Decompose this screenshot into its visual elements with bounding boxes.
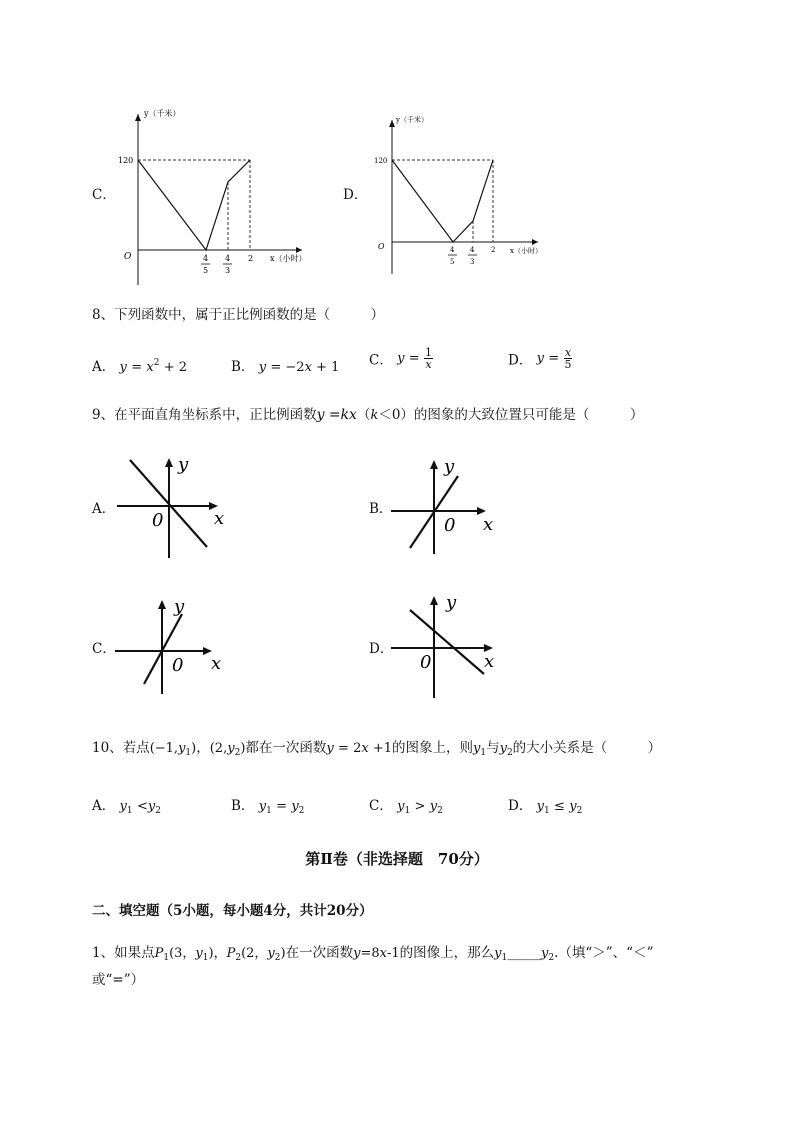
y-axis-label: y（千米） <box>396 116 428 124</box>
origin-label: O <box>124 252 132 262</box>
q10-option-d[interactable]: D． $y_1 \le y_2$ <box>508 798 583 816</box>
q10-option-b[interactable]: B． $y_1 = y_2$ <box>231 798 305 816</box>
svg-text:0: 0 <box>152 510 164 531</box>
q9-b-label: B． <box>369 501 393 517</box>
q8-b-label: B． <box>231 359 255 375</box>
distance-line <box>392 160 493 242</box>
origin-label: O <box>378 242 385 251</box>
frac-4-5-den: 5 <box>203 266 209 275</box>
frac-4-3-num: 4 <box>225 254 231 263</box>
q8-option-d[interactable]: D． y = $\frac{x}{5}$ <box>508 346 572 371</box>
q8-option-a[interactable]: A． $y = x^2 + 2$ <box>92 358 188 375</box>
q8-a-formula: y <box>119 360 127 375</box>
part-two-heading: 二、填空题（5小题，每小题4分，共计20分） <box>92 903 373 919</box>
fill1-line2: 或“=”） <box>92 972 145 988</box>
q10-stem: 10、若点$(-1,y_1)$，$(2,y_2)$都在一次函数y = 2x +1的图象上，则$y_1$与$y_2$的大小关系是（ ） <box>92 740 662 758</box>
svg-text:0: 0 <box>444 515 456 536</box>
svg-text:y: y <box>178 454 189 475</box>
svg-text:y: y <box>444 456 455 477</box>
frac-4-5-num: 4 <box>450 246 455 254</box>
q8-d-label: D． <box>508 352 533 369</box>
q9-c-label: C． <box>92 641 116 657</box>
y-tick-120: 120 <box>374 157 388 165</box>
option-d-label: D． <box>343 187 368 203</box>
x-tick-2: 2 <box>491 246 496 254</box>
svg-text:x: x <box>483 514 494 535</box>
q10-option-a[interactable]: A． $y_1 <y_2$ <box>92 798 161 816</box>
frac-4-5-num: 4 <box>203 254 209 263</box>
q9-graph-c <box>112 592 237 697</box>
y-tick-120: 120 <box>118 156 134 165</box>
frac-4-3-den: 3 <box>225 266 231 275</box>
q8-a-label: A． <box>92 359 116 375</box>
dashed-guides <box>138 160 250 250</box>
q9-stem: 9、在平面直角坐标系中，正比例函数y =kx（k＜0）的图象的大致位置只可能是（ ） <box>92 407 644 423</box>
svg-text:x: x <box>211 653 222 674</box>
graph-c <box>112 100 312 290</box>
x-arrow <box>532 239 538 245</box>
y-arrow <box>389 120 395 127</box>
q8-stem: 8、下列函数中，属于正比例函数的是（ ） <box>92 307 385 323</box>
q8-c-label: C． <box>369 352 393 369</box>
q9-a-label: A． <box>92 501 116 517</box>
q8-c-fraction: $\frac{1}{x}$ <box>425 346 432 371</box>
frac-4-3-den: 3 <box>470 258 475 266</box>
q9-graph-d <box>388 590 513 700</box>
svg-text:x: x <box>214 508 225 529</box>
graph-d <box>366 108 546 278</box>
fill1-line1: 1、如果点$P_1(3$，$y_1$)，$P_2(2$，$y_2$)在一次函数y=8x-1的图像上，那么$y_1\_\_\_\_\_y_2$.（填“＞”、“＜” <box>92 945 654 963</box>
svg-text:x: x <box>484 651 495 672</box>
option-c-label: C． <box>92 187 116 203</box>
q9-d-label: D． <box>369 641 394 657</box>
q9-graph-a <box>112 448 242 563</box>
dashed-guides <box>392 160 493 242</box>
frac-4-5-den: 5 <box>450 258 455 266</box>
y-arrow <box>135 114 141 121</box>
distance-line <box>138 160 250 250</box>
x-axis-label: x（小时） <box>510 247 542 255</box>
svg-text:y: y <box>174 596 185 617</box>
svg-text:0: 0 <box>420 652 432 673</box>
q8-option-b[interactable]: B． y = −2x + 1 <box>231 359 340 375</box>
y-axis-label: y（千米） <box>144 109 181 118</box>
x-axis-label: x（小时） <box>270 254 307 263</box>
q8-b-formula: y <box>258 360 267 375</box>
q9-graph-b <box>388 452 508 557</box>
svg-text:y: y <box>446 592 457 613</box>
x-arrow <box>296 247 302 253</box>
q8-option-c[interactable]: C． y = $\frac{1}{x}$ <box>369 346 432 371</box>
svg-text:0: 0 <box>172 655 184 676</box>
frac-4-3-num: 4 <box>470 246 475 254</box>
q8-d-fraction: $\frac{x}{5}$ <box>564 346 572 371</box>
q10-option-c[interactable]: C． $y_1 > y_2$ <box>369 798 443 816</box>
x-tick-2: 2 <box>248 254 254 263</box>
section-title: 第Ⅱ卷（非选择题 70分） <box>305 850 489 868</box>
answer-blank[interactable]: _____ <box>507 945 541 961</box>
